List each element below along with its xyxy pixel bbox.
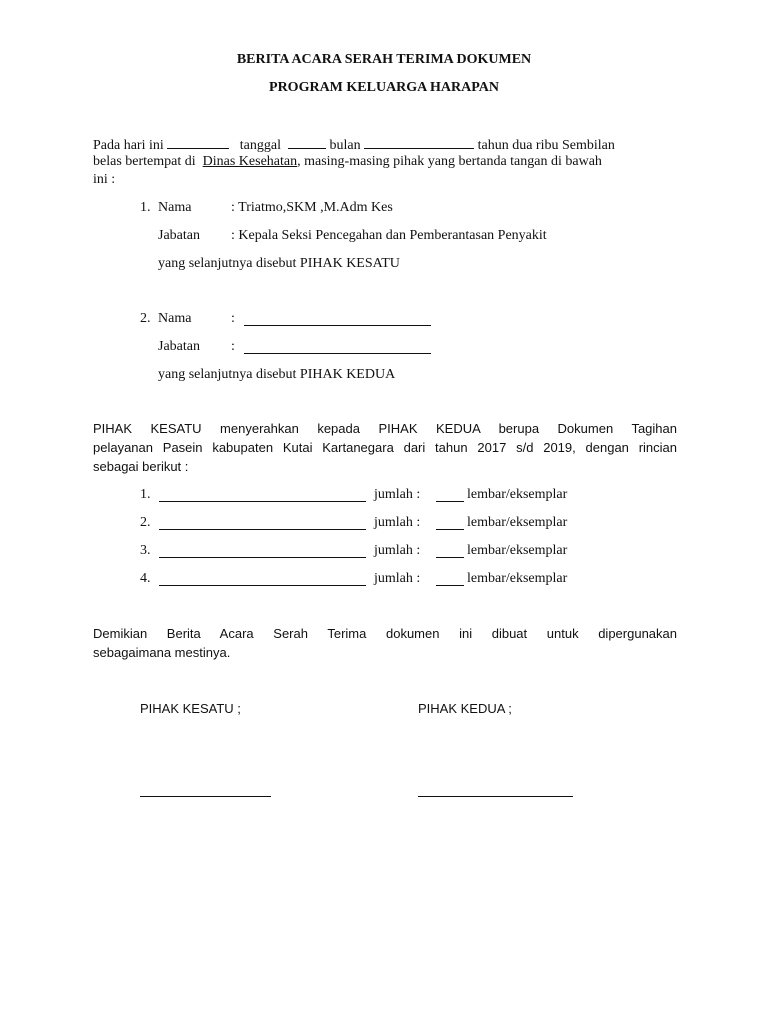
item-unit: lembar/eksemplar: [467, 487, 568, 502]
item-unit: lembar/eksemplar: [467, 515, 568, 530]
intro-line-2: [93, 154, 602, 170]
closing-line-1: Demikian Berita Acara Serah Terima dokumen ini dibuat untuk dipergunakan: [93, 626, 677, 641]
signature-line-party1: [140, 796, 271, 797]
item-description-blank: [159, 557, 366, 558]
intro-text: Pada hari ini: [93, 138, 164, 153]
party1-description: yang selanjutnya disebut PIHAK KESATU: [158, 256, 400, 271]
party2-name-colon: :: [231, 311, 235, 326]
item-count-blank: [436, 585, 464, 586]
handover-line-2: pelayanan Pasein kabupaten Kutai Kartanegara dari tahun 2017 s/d 2019, dengan rincian: [93, 440, 677, 455]
item-jumlah: jumlah :: [374, 543, 421, 558]
item-description-blank: [159, 501, 366, 502]
item-number: 1.: [140, 487, 151, 502]
intro-line-1: [93, 136, 615, 154]
party1-jabatan-value: : Kepala Seksi Pencegahan dan Pemberantasan Penyakit: [231, 228, 547, 243]
item-count-blank: [436, 529, 464, 530]
handover-line-3: sebagai berikut :: [93, 459, 189, 474]
item-jumlah: jumlah :: [374, 515, 421, 530]
item-unit: lembar/eksemplar: [467, 571, 568, 586]
intro-text: belas bertempat di: [93, 154, 196, 169]
party2-name-blank: [244, 325, 431, 326]
item-jumlah: jumlah :: [374, 487, 421, 502]
day-blank: [167, 136, 229, 149]
party1-number: 1.: [140, 200, 151, 215]
intro-text: tahun dua ribu Sembilan: [477, 138, 615, 153]
document-subtitle: PROGRAM KELUARGA HARAPAN: [269, 80, 499, 95]
party1-name-value: : Triatmo,SKM ,M.Adm Kes: [231, 200, 393, 215]
signature-label-party2: PIHAK KEDUA ;: [418, 701, 512, 716]
date-blank: [288, 136, 326, 149]
intro-text: , masing-masing pihak yang bertanda tangan di bawah: [297, 154, 602, 169]
item-number: 4.: [140, 571, 151, 586]
list-item: [140, 515, 151, 531]
list-item: [140, 487, 151, 503]
intro-text: tanggal: [239, 138, 281, 153]
item-count-blank: [436, 557, 464, 558]
list-item: [140, 571, 151, 587]
party2-number: 2.: [140, 311, 151, 326]
intro-line-3: ini :: [93, 172, 116, 187]
month-blank: [364, 136, 474, 149]
signature-label-party1: PIHAK KESATU ;: [140, 701, 241, 716]
intro-text: bulan: [329, 138, 361, 153]
item-count-blank: [436, 501, 464, 502]
item-unit: lembar/eksemplar: [467, 543, 568, 558]
document-title: BERITA ACARA SERAH TERIMA DOKUMEN: [236, 52, 532, 67]
party1-jabatan-label: Jabatan: [158, 228, 200, 243]
item-number: 2.: [140, 515, 151, 530]
party2-description: yang selanjutnya disebut PIHAK KEDUA: [158, 367, 396, 382]
signature-line-party2: [418, 796, 573, 797]
party2-name-label: Nama: [158, 311, 192, 326]
item-description-blank: [159, 585, 366, 586]
party2-jabatan-label: Jabatan: [158, 339, 200, 354]
place-name: Dinas Kesehatan: [202, 154, 298, 169]
item-number: 3.: [140, 543, 151, 558]
list-item: [140, 543, 151, 559]
party2-jabatan-colon: :: [231, 339, 235, 354]
handover-line-1: PIHAK KESATU menyerahkan kepada PIHAK KEDUA berupa Dokumen Tagihan: [93, 421, 677, 436]
item-description-blank: [159, 529, 366, 530]
item-jumlah: jumlah :: [374, 571, 421, 586]
party1-name-label: Nama: [158, 200, 192, 215]
party2-jabatan-blank: [244, 353, 431, 354]
closing-line-2: sebagaimana mestinya.: [93, 645, 231, 660]
